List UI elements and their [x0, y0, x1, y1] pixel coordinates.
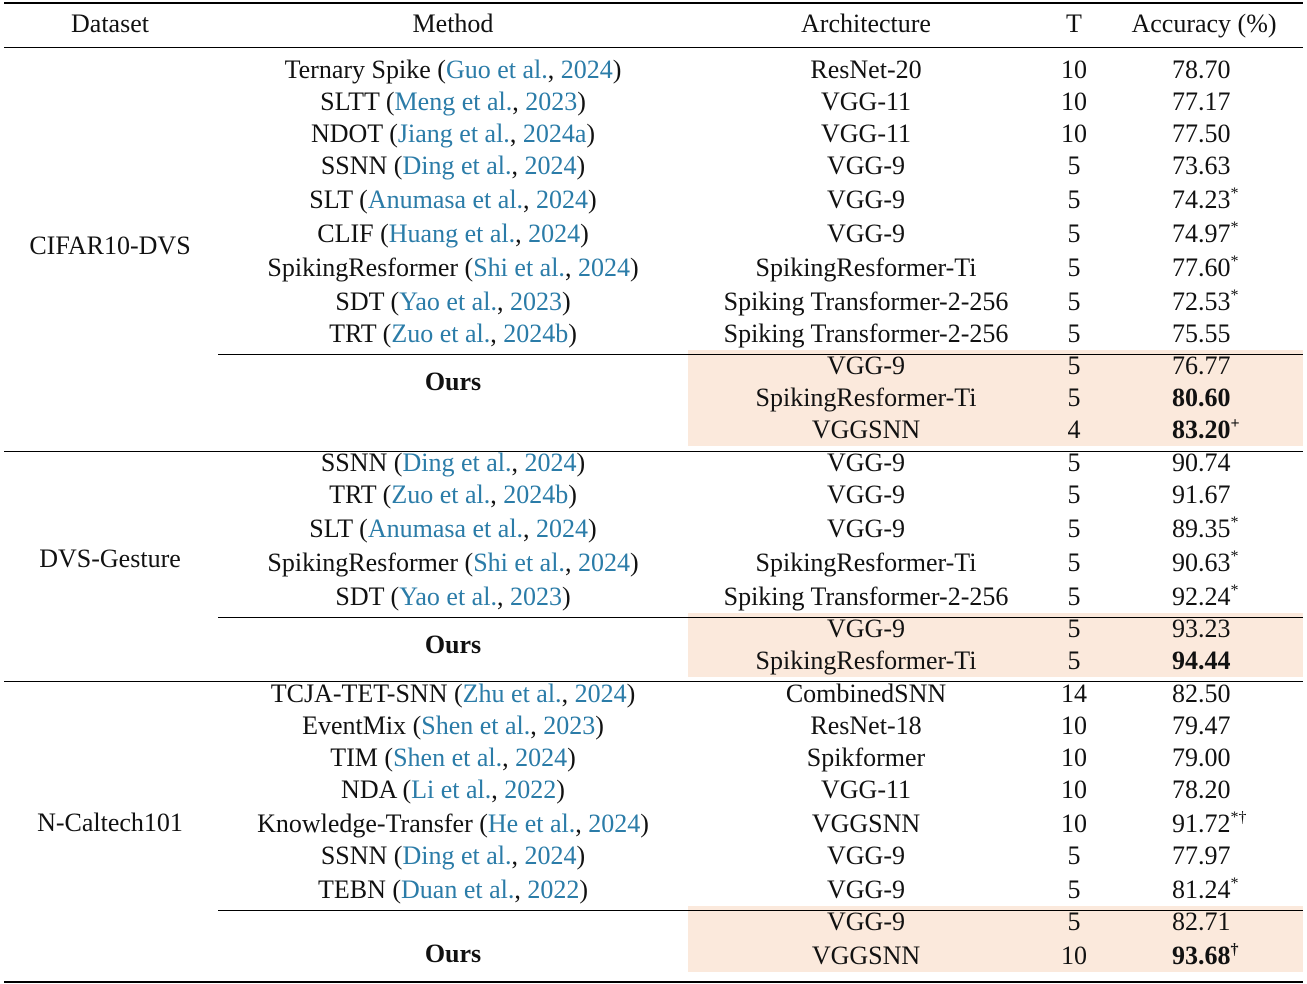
accuracy-cell: [1172, 184, 1239, 216]
accuracy-cell: [1172, 479, 1231, 511]
method-name: TRT: [329, 480, 377, 509]
method-cell: CLIF (Huang et al., 2024): [317, 219, 589, 248]
citation-year[interactable]: 2024: [577, 253, 630, 282]
group-rule: [4, 681, 1303, 682]
accuracy-value: 77.17: [1172, 87, 1231, 116]
method-name: SDT: [335, 287, 385, 316]
method-name: SSNN: [320, 151, 388, 180]
dataset-label: N-Caltech101: [37, 808, 183, 837]
ours-label: Ours: [424, 939, 482, 968]
citation-authors[interactable]: Duan et al.: [401, 875, 515, 904]
t-cell: 4: [1067, 415, 1081, 444]
ours-separator: [218, 910, 1303, 911]
method-cell: Knowledge-Transfer (He et al., 2024): [257, 809, 649, 838]
citation-year[interactable]: 2023: [525, 87, 578, 116]
dataset-label: CIFAR10-DVS: [29, 231, 191, 260]
architecture-cell: Spiking Transformer-2-256: [723, 582, 1009, 611]
accuracy-note: †: [1230, 941, 1239, 958]
architecture-cell: Spiking Transformer-2-256: [723, 319, 1009, 348]
architecture-cell: VGG-11: [820, 119, 912, 148]
accuracy-cell: [1172, 414, 1240, 446]
citation-authors[interactable]: Huang et al.: [388, 219, 516, 248]
t-cell: 10: [1061, 775, 1087, 804]
accuracy-value: 77.97: [1172, 841, 1231, 870]
architecture-cell: VGG-9: [827, 614, 905, 643]
accuracy-value: 90.63: [1172, 548, 1231, 577]
accuracy-value: 78.70: [1172, 55, 1231, 84]
group-rule: [4, 451, 1303, 452]
citation-authors[interactable]: Meng et al.: [394, 87, 513, 116]
architecture-cell: Spikformer: [806, 743, 926, 772]
accuracy-value: 81.24: [1172, 875, 1231, 904]
citation-year[interactable]: 2022: [527, 875, 580, 904]
top-rule: [4, 2, 1303, 4]
accuracy-value: 83.20: [1172, 415, 1231, 444]
accuracy-cell: [1172, 286, 1239, 318]
t-cell: 5: [1067, 480, 1081, 509]
accuracy-value: 93.23: [1172, 614, 1231, 643]
method-cell: TRT (Zuo et al., 2024b): [329, 480, 577, 509]
t-cell: 14: [1061, 679, 1087, 708]
accuracy-note: +: [1230, 415, 1240, 432]
accuracy-cell: [1172, 218, 1239, 250]
architecture-cell: VGG-9: [827, 480, 905, 509]
t-cell: 5: [1067, 185, 1081, 214]
ours-label: Ours: [424, 367, 482, 396]
citation-year[interactable]: 2024: [588, 809, 641, 838]
method-name: TCJA-TET-SNN: [270, 679, 448, 708]
t-cell: 5: [1067, 907, 1081, 936]
method-cell: SSNN (Ding et al., 2024): [320, 448, 586, 477]
accuracy-value: 82.71: [1172, 907, 1231, 936]
method-name: CLIF: [317, 219, 374, 248]
accuracy-note: *: [1230, 875, 1239, 892]
accuracy-note: *: [1230, 253, 1239, 270]
citation-year[interactable]: 2024: [577, 548, 630, 577]
method-cell: SSNN (Ding et al., 2024): [320, 841, 586, 870]
architecture-cell: VGG-11: [820, 87, 912, 116]
architecture-cell: Spiking Transformer-2-256: [723, 287, 1009, 316]
method-name: SpikingResformer: [267, 548, 459, 577]
accuracy-cell: [1172, 678, 1231, 710]
accuracy-cell: [1172, 940, 1239, 972]
accuracy-cell: [1172, 613, 1231, 645]
t-cell: 5: [1067, 253, 1081, 282]
architecture-cell: VGGSNN: [811, 415, 921, 444]
bottom-rule: [4, 981, 1303, 983]
citation-year[interactable]: 2022: [504, 775, 557, 804]
t-cell: 5: [1067, 614, 1081, 643]
citation-authors[interactable]: Anumasa et al.: [367, 514, 524, 543]
accuracy-value: 77.60: [1172, 253, 1231, 282]
citation-authors[interactable]: Ding et al.: [402, 448, 512, 477]
accuracy-note: *†: [1230, 809, 1247, 826]
method-cell: SpikingResformer (Shi et al., 2024): [267, 253, 639, 282]
citation-year[interactable]: 2024: [515, 743, 568, 772]
accuracy-value: 79.00: [1172, 743, 1231, 772]
architecture-cell: VGG-9: [827, 151, 905, 180]
method-cell: SDT (Yao et al., 2023): [335, 287, 571, 316]
accuracy-note: *: [1230, 287, 1239, 304]
accuracy-cell: [1172, 86, 1231, 118]
citation-authors[interactable]: Zuo et al.: [391, 319, 491, 348]
architecture-cell: SpikingResformer-Ti: [755, 548, 977, 577]
accuracy-value: 77.50: [1172, 119, 1231, 148]
citation-year[interactable]: 2024: [528, 219, 581, 248]
accuracy-cell: [1172, 742, 1231, 774]
accuracy-value: 78.20: [1172, 775, 1231, 804]
header-t: T: [1066, 9, 1082, 38]
architecture-cell: ResNet-18: [810, 711, 922, 740]
method-name: SSNN: [320, 841, 388, 870]
method-name: Ternary Spike: [284, 55, 431, 84]
citation-authors[interactable]: Yao et al.: [399, 287, 497, 316]
citation-authors[interactable]: Zuo et al.: [391, 480, 491, 509]
method-cell: SLT (Anumasa et al., 2024): [309, 514, 597, 543]
accuracy-value: 79.47: [1172, 711, 1231, 740]
t-cell: 5: [1067, 351, 1081, 380]
t-cell: 10: [1061, 809, 1087, 838]
method-name: EventMix: [302, 711, 407, 740]
ours-separator: [218, 354, 1303, 355]
accuracy-value: 89.35: [1172, 514, 1231, 543]
architecture-cell: SpikingResformer-Ti: [755, 383, 977, 412]
citation-authors[interactable]: Jiang et al.: [397, 119, 510, 148]
accuracy-value: 73.63: [1172, 151, 1231, 180]
method-name: SDT: [335, 582, 385, 611]
method-cell: TIM (Shen et al., 2024): [330, 743, 576, 772]
accuracy-value: 75.55: [1172, 319, 1231, 348]
citation-year[interactable]: 2024: [560, 55, 613, 84]
header-architecture: Architecture: [801, 9, 931, 38]
t-cell: 5: [1067, 287, 1081, 316]
accuracy-value: 91.67: [1172, 480, 1231, 509]
architecture-cell: VGG-9: [827, 448, 905, 477]
t-cell: 5: [1067, 219, 1081, 248]
t-cell: 10: [1061, 711, 1087, 740]
accuracy-value: 74.97: [1172, 219, 1231, 248]
method-cell: SSNN (Ding et al., 2024): [320, 151, 586, 180]
accuracy-cell: [1172, 252, 1239, 284]
citation-authors[interactable]: Anumasa et al.: [367, 185, 524, 214]
accuracy-cell: [1172, 118, 1231, 150]
ours-separator: [218, 617, 1303, 618]
citation-year[interactable]: 2023: [509, 287, 562, 316]
accuracy-cell: [1172, 645, 1231, 677]
method-name: SLT: [309, 185, 353, 214]
method-name: SpikingResformer: [267, 253, 459, 282]
citation-authors[interactable]: Shen et al.: [393, 743, 503, 772]
citation-year[interactable]: 2024b: [503, 480, 569, 509]
accuracy-note: *: [1230, 514, 1239, 531]
architecture-cell: ResNet-20: [810, 55, 922, 84]
accuracy-cell: [1172, 808, 1247, 840]
method-name: SLT: [309, 514, 353, 543]
citation-authors[interactable]: Shi et al.: [473, 253, 565, 282]
citation-year[interactable]: 2023: [543, 711, 596, 740]
ours-label: Ours: [424, 630, 482, 659]
citation-year[interactable]: 2024: [574, 679, 627, 708]
accuracy-cell: [1172, 581, 1239, 613]
t-cell: 10: [1061, 87, 1087, 116]
architecture-cell: VGG-9: [827, 514, 905, 543]
citation-authors[interactable]: Guo et al.: [445, 55, 548, 84]
architecture-cell: VGG-9: [827, 219, 905, 248]
accuracy-value: 94.44: [1172, 646, 1231, 675]
accuracy-cell: [1172, 774, 1231, 806]
accuracy-cell: [1172, 54, 1231, 86]
architecture-cell: VGG-9: [827, 185, 905, 214]
header-rule: [4, 47, 1303, 48]
accuracy-value: 82.50: [1172, 679, 1231, 708]
architecture-cell: VGG-9: [827, 875, 905, 904]
citation-year[interactable]: 2024: [536, 185, 589, 214]
method-name: NDA: [341, 775, 396, 804]
citation-authors[interactable]: Yao et al.: [399, 582, 497, 611]
citation-authors[interactable]: He et al.: [487, 809, 576, 838]
method-name: NDOT: [310, 119, 383, 148]
accuracy-cell: [1172, 350, 1231, 382]
method-cell: SLT (Anumasa et al., 2024): [309, 185, 597, 214]
method-cell: TRT (Zuo et al., 2024b): [329, 319, 577, 348]
accuracy-note: *: [1230, 185, 1239, 202]
method-name: TRT: [329, 319, 377, 348]
method-cell: NDA (Li et al., 2022): [341, 775, 565, 804]
accuracy-value: 92.24: [1172, 582, 1231, 611]
citation-authors[interactable]: Ding et al.: [402, 841, 512, 870]
accuracy-value: 76.77: [1172, 351, 1231, 380]
method-name: SSNN: [320, 448, 388, 477]
citation-year[interactable]: 2024b: [503, 319, 569, 348]
accuracy-value: 72.53: [1172, 287, 1231, 316]
accuracy-note: *: [1230, 582, 1239, 599]
citation-authors[interactable]: Ding et al.: [402, 151, 512, 180]
accuracy-note: *: [1230, 219, 1239, 236]
architecture-cell: VGG-9: [827, 841, 905, 870]
method-cell: SDT (Yao et al., 2023): [335, 582, 571, 611]
t-cell: 5: [1067, 548, 1081, 577]
t-cell: 5: [1067, 383, 1081, 412]
method-cell: TEBN (Duan et al., 2022): [317, 875, 589, 904]
accuracy-note: *: [1230, 548, 1239, 565]
accuracy-value: 74.23: [1172, 185, 1231, 214]
citation-year[interactable]: 2024a: [522, 119, 587, 148]
method-cell: NDOT (Jiang et al., 2024a): [310, 119, 596, 148]
accuracy-cell: [1172, 513, 1239, 545]
method-cell: TCJA-TET-SNN (Zhu et al., 2024): [270, 679, 636, 708]
accuracy-cell: [1172, 906, 1231, 938]
accuracy-cell: [1172, 318, 1231, 350]
citation-authors[interactable]: Li et al.: [411, 775, 492, 804]
accuracy-value: 90.74: [1172, 448, 1231, 477]
accuracy-cell: [1172, 382, 1231, 414]
t-cell: 10: [1061, 941, 1087, 970]
accuracy-cell: [1172, 874, 1239, 906]
t-cell: 10: [1061, 55, 1087, 84]
accuracy-cell: [1172, 150, 1231, 182]
architecture-cell: CombinedSNN: [785, 679, 947, 708]
t-cell: 5: [1067, 646, 1081, 675]
citation-year[interactable]: 2023: [509, 582, 562, 611]
method-cell: EventMix (Shen et al., 2023): [302, 711, 604, 740]
method-cell: SpikingResformer (Shi et al., 2024): [267, 548, 639, 577]
accuracy-cell: [1172, 710, 1231, 742]
architecture-cell: VGGSNN: [811, 809, 921, 838]
architecture-cell: SpikingResformer-Ti: [755, 646, 977, 675]
architecture-cell: VGG-9: [827, 351, 905, 380]
architecture-cell: VGG-11: [820, 775, 912, 804]
t-cell: 5: [1067, 514, 1081, 543]
citation-year[interactable]: 2024: [524, 841, 577, 870]
dataset-label: DVS-Gesture: [39, 544, 181, 573]
method-cell: SLTT (Meng et al., 2023): [320, 87, 586, 116]
method-name: Knowledge-Transfer: [257, 809, 473, 838]
header-accuracy: Accuracy (%): [1131, 9, 1277, 38]
citation-year[interactable]: 2024: [524, 151, 577, 180]
t-cell: 5: [1067, 319, 1081, 348]
citation-year[interactable]: 2024: [524, 448, 577, 477]
architecture-cell: VGGSNN: [811, 941, 921, 970]
architecture-cell: SpikingResformer-Ti: [755, 253, 977, 282]
t-cell: 5: [1067, 841, 1081, 870]
header-dataset: Dataset: [71, 9, 149, 38]
method-name: TIM: [330, 743, 378, 772]
t-cell: 5: [1067, 875, 1081, 904]
method-cell: Ternary Spike (Guo et al., 2024): [284, 55, 622, 84]
architecture-cell: VGG-9: [827, 907, 905, 936]
t-cell: 10: [1061, 743, 1087, 772]
citation-authors[interactable]: Shi et al.: [473, 548, 565, 577]
accuracy-cell: [1172, 547, 1239, 579]
accuracy-value: 80.60: [1172, 383, 1231, 412]
citation-year[interactable]: 2024: [536, 514, 589, 543]
citation-authors[interactable]: Shen et al.: [421, 711, 531, 740]
accuracy-cell: [1172, 840, 1231, 872]
header-method: Method: [412, 9, 494, 38]
t-cell: 5: [1067, 448, 1081, 477]
accuracy-value: 93.68: [1172, 941, 1231, 970]
accuracy-value: 91.72: [1172, 809, 1231, 838]
citation-authors[interactable]: Zhu et al.: [462, 679, 562, 708]
t-cell: 5: [1067, 582, 1081, 611]
accuracy-cell: [1172, 447, 1231, 479]
t-cell: 5: [1067, 151, 1081, 180]
t-cell: 10: [1061, 119, 1087, 148]
method-name: SLTT: [320, 87, 380, 116]
method-name: TEBN: [317, 875, 386, 904]
